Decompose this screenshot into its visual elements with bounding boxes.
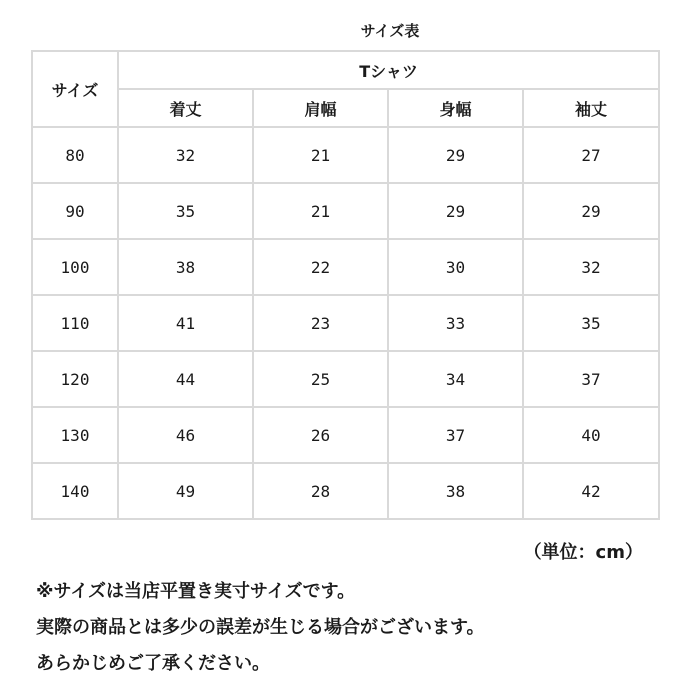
table-cell: 41 [118, 295, 253, 351]
column-header-shoulder: 肩幅 [253, 89, 388, 127]
note-line: あらかじめご了承ください。 [36, 653, 270, 674]
table-cell: 29 [523, 183, 659, 239]
table-cell: 37 [523, 351, 659, 407]
table-cell: 35 [523, 295, 659, 351]
table-cell: 21 [253, 183, 388, 239]
table-cell: 37 [388, 407, 523, 463]
table-subheader-row [32, 89, 659, 127]
table-row [32, 351, 659, 407]
table-cell: 21 [253, 127, 388, 183]
table-cell: 28 [253, 463, 388, 519]
table-header-row [32, 51, 659, 89]
table-cell: 30 [388, 239, 523, 295]
table-cell: 32 [118, 127, 253, 183]
table-cell: 34 [388, 351, 523, 407]
table-cell: 32 [523, 239, 659, 295]
table-cell: 29 [388, 183, 523, 239]
table-cell: 38 [388, 463, 523, 519]
note-line: 実際の商品とは多少の誤差が生じる場合がございます。 [36, 617, 485, 638]
table-cell: 27 [523, 127, 659, 183]
table-cell: 35 [118, 183, 253, 239]
table-cell: 40 [523, 407, 659, 463]
table-cell: 38 [118, 239, 253, 295]
size-table [31, 50, 660, 520]
column-header-length: 着丈 [118, 89, 253, 127]
note-line: ※サイズは当店平置き実寸サイズです。 [36, 581, 356, 602]
size-cell: 120 [32, 351, 118, 407]
table-row [32, 407, 659, 463]
table-row [32, 463, 659, 519]
table-cell: 22 [253, 239, 388, 295]
column-header-sleeve: 袖丈 [523, 89, 659, 127]
table-row [32, 183, 659, 239]
size-cell: 110 [32, 295, 118, 351]
table-cell: 23 [253, 295, 388, 351]
table-cell: 46 [118, 407, 253, 463]
table-row [32, 127, 659, 183]
unit-label: （単位：cm） [523, 542, 643, 563]
table-cell: 49 [118, 463, 253, 519]
table-cell: 25 [253, 351, 388, 407]
table-cell: 26 [253, 407, 388, 463]
table-cell: 42 [523, 463, 659, 519]
table-row [32, 239, 659, 295]
tshirt-group-header: Tシャツ [118, 51, 659, 89]
size-cell: 90 [32, 183, 118, 239]
size-cell: 80 [32, 127, 118, 183]
size-cell: 140 [32, 463, 118, 519]
table-cell: 33 [388, 295, 523, 351]
size-cell: 100 [32, 239, 118, 295]
notes [36, 574, 485, 682]
table-cell: 44 [118, 351, 253, 407]
size-cell: 130 [32, 407, 118, 463]
table-cell: 29 [388, 127, 523, 183]
size-column-header: サイズ [32, 51, 118, 127]
column-header-chest: 身幅 [388, 89, 523, 127]
table-row [32, 295, 659, 351]
page-title: サイズ表 [360, 22, 420, 40]
